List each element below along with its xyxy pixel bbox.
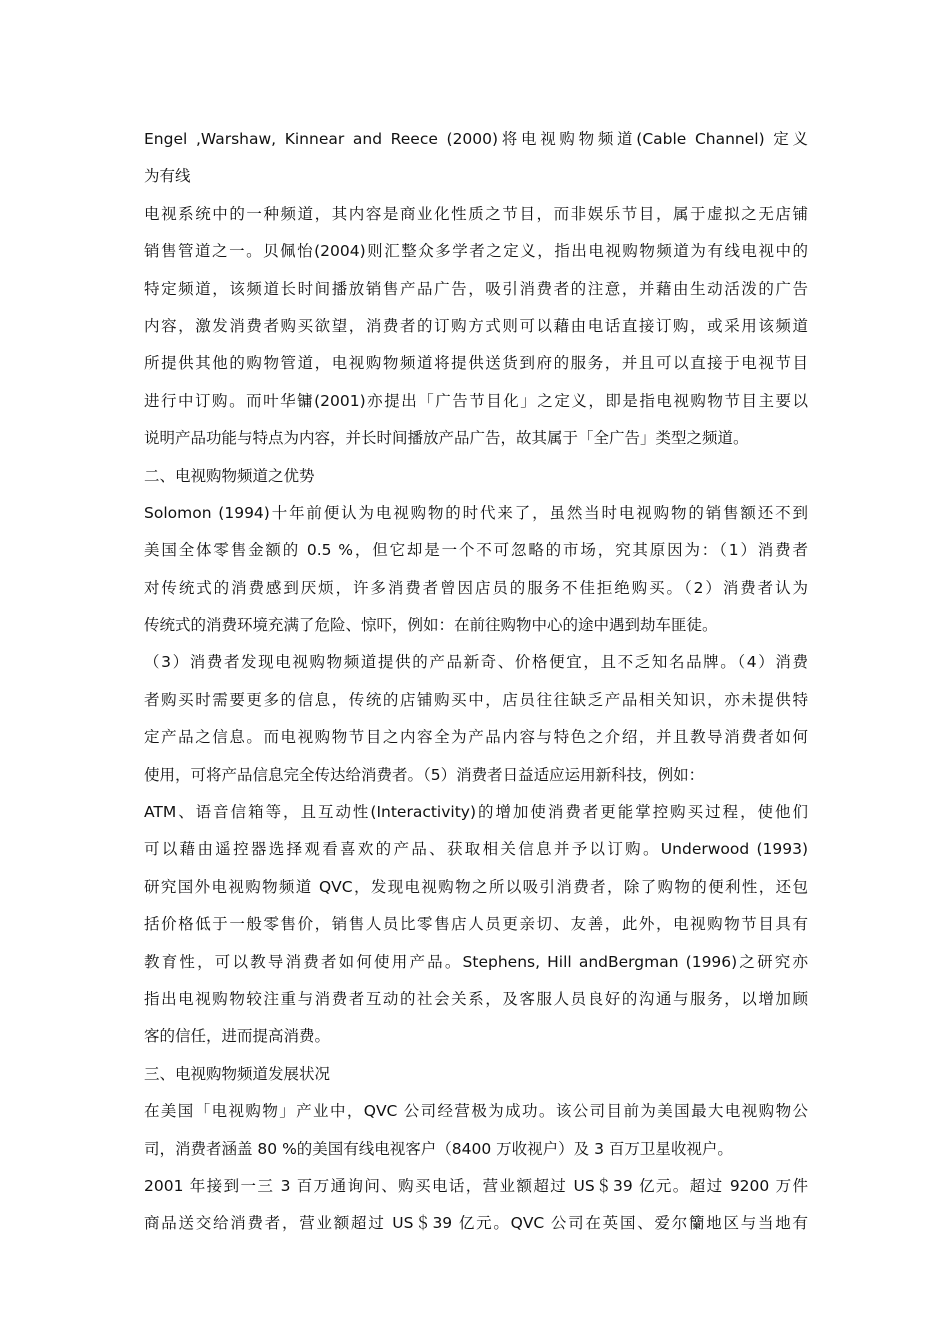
document-page	[144, 121, 808, 1243]
paragraph-line: 内容，激发消费者购买欲望，消费者的订购方式则可以藉由电话直接订购，或采用该频道	[144, 316, 808, 335]
paragraph-line: 研究国外电视购物频道 QVC，发现电视购物之所以吸引消费者，除了购物的便利性，还包	[144, 877, 808, 896]
section-heading: 二、电视购物频道之优势	[144, 466, 315, 485]
paragraph-line: 所提供其他的购物管道，电视购物频道将提供送货到府的服务，并且可以直接于电视节目	[144, 354, 808, 373]
paragraph-line: 在美国「电视购物」产业中，QVC 公司经营极为成功。该公司目前为美国最大电视购物公	[144, 1102, 808, 1121]
paragraph-line: 商品送交给消费者，营业额超过 US＄39 亿元。QVC 公司在英国、爱尔籣地区与当地有	[144, 1214, 808, 1233]
paragraph-line: 可以藉由遥控器选择观看喜欢的产品、获取相关信息并予以订购。Underwood (1993)	[144, 840, 808, 859]
paragraph-line: Solomon (1994)十年前便认为电视购物的时代来了，虽然当时电视购物的销售额还不到	[144, 503, 808, 522]
section-heading: 三、电视购物频道发展状况	[144, 1064, 331, 1083]
paragraph-line: ATM、语音信箱等，且互动性(Interactivity)的增加使消费者更能掌控购买过程，使他们	[144, 803, 808, 822]
paragraph-line: 教育性，可以教导消费者如何使用产品。Stephens, Hill andBergman (1996)之研究亦	[144, 952, 808, 971]
paragraph-line: （3）消费者发现电视购物频道提供的产品新奇、价格便宜，且不乏知名品牌。（4）消费	[144, 653, 808, 672]
paragraph-line: 对传统式的消费感到厌烦，许多消费者曾因店员的服务不佳拒绝购买。（2）消费者认为	[144, 578, 808, 597]
paragraph-line: 客的信任，进而提高消费。	[144, 1027, 331, 1046]
paragraph-line: 特定频道，该频道长时间播放销售产品广告，吸引消费者的注意，并藉由生动活泼的广告	[144, 279, 808, 298]
paragraph-line: 为有线	[144, 167, 191, 186]
paragraph-line: 者购买时需要更多的信息，传统的店铺购买中，店员往往缺乏产品相关知识，亦未提供特	[144, 690, 808, 709]
paragraph-line: 进行中订购。而叶华镛(2001)亦提出「广告节目化」之定义，即是指电视购物节目主要以	[144, 391, 808, 410]
paragraph-line: 指出电视购物较注重与消费者互动的社会关系，及客服人员良好的沟通与服务，以增加顾	[144, 989, 808, 1008]
paragraph-line: 使用，可将产品信息完全传达给消费者。（5）消费者日益适应运用新科技，例如：	[144, 765, 705, 784]
paragraph-line: 传统式的消费环境充满了危险、惊吓，例如：在前往购物中心的途中遇到劫车匪徒。	[144, 616, 718, 635]
paragraph-line: 销售管道之一。贝佩怡(2004)则汇整众多学者之定义，指出电视购物频道为有线电视中的	[144, 242, 808, 261]
paragraph-line: 2001 年接到一三 3 百万通询问、购买电话，营业额超过 US＄39 亿元。超过 9200 万件	[144, 1176, 808, 1195]
paragraph-line: 电视系统中的一种频道，其内容是商业化性质之节目，而非娱乐节目，属于虚拟之无店铺	[144, 204, 808, 223]
paragraph-line: 括价格低于一般零售价，销售人员比零售店人员更亲切、友善，此外，电视购物节目具有	[144, 915, 808, 934]
paragraph-line: 司，消费者涵盖 80 %的美国有线电视客户（8400 万收视户）及 3 百万卫星收视户。	[144, 1139, 733, 1158]
paragraph-line: 说明产品功能与特点为内容，并长时间播放产品广告，故其属于「全广告」类型之频道。	[144, 429, 749, 448]
paragraph-line: Engel ,Warshaw, Kinnear and Reece (2000)将电视购物频道(Cable Channel) 定义	[144, 130, 808, 148]
paragraph-line: 定产品之信息。而电视购物节目之内容全为产品内容与特色之介绍，并且教导消费者如何	[144, 728, 808, 747]
paragraph-line: 美国全体零售金额的 0.5 %，但它却是一个不可忽略的市场，究其原因为：（1）消费者	[144, 541, 808, 560]
